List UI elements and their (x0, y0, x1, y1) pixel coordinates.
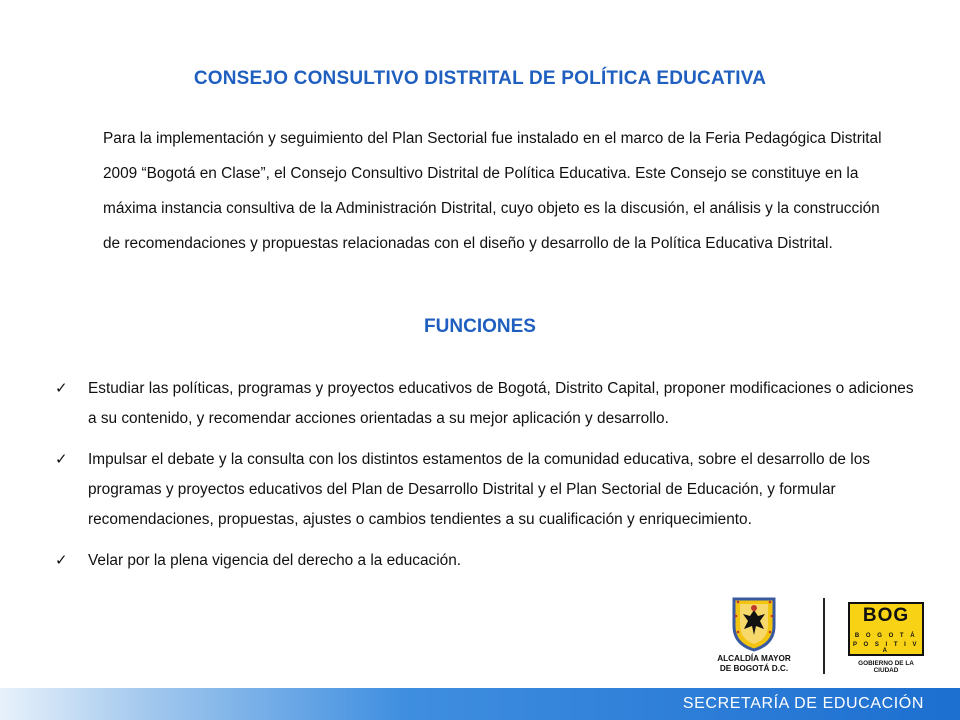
check-icon: ✓ (55, 552, 68, 569)
logos-area (704, 594, 934, 676)
list-item-text: Impulsar el debate y la consulta con los distintos estamentos de la comunidad educativa, sobre el desarrollo de los programas y proyectos educativos del Plan de Desarrollo Distrital y el Plan Sectorial de Educación, y formular recomendaciones, propuestas, ajustes o cambios tendientes a su cualificación y enriquecimiento. (88, 451, 870, 528)
check-icon: ✓ (55, 451, 68, 468)
coat-of-arms-icon (731, 596, 777, 652)
gobierno-label: GOBIERNO DE LA CIUDAD (858, 660, 914, 674)
list-item-text: Velar por la plena vigencia del derecho a la educación. (88, 552, 462, 569)
list-item (55, 374, 915, 434)
bog-sub-line-1: B O G O T Á (854, 633, 918, 639)
funciones-list (55, 374, 915, 576)
footer-title: SECRETARÍA DE EDUCACIÓN (682, 695, 924, 712)
bog-logo (848, 602, 924, 656)
list-item (55, 445, 915, 535)
check-icon: ✓ (55, 380, 68, 397)
alcaldia-line-1: ALCALDÍA MAYOR (717, 654, 791, 663)
alcaldia-line-2: DE BOGOTÁ D.C. (719, 664, 789, 673)
bog-sub-line-2: P O S I T I V A (852, 642, 920, 654)
funciones-heading: FUNCIONES (424, 316, 536, 337)
page-title: CONSEJO CONSULTIVO DISTRITAL DE POLÍTICA EDUCATIVA (193, 68, 767, 89)
bog-wordmark: BOG (862, 605, 910, 626)
list-item (55, 546, 915, 576)
intro-paragraph: Para la implementación y seguimiento del Plan Sectorial fue instalado en el marco de la Feria Pedagógica Distrital 2009 “Bogotá en Clase”, el Consejo Consultivo Distrital de Política Educativa. Este Consejo se constituye en la máxima instancia consultiva de la Administración Distrital, cuyo objeto es la discusión, el análisis y la construcción de recomendaciones y propuestas relacionadas con el diseño y desarrollo de la Política Educativa Distrital. (103, 130, 882, 252)
logo-divider (823, 598, 825, 674)
footer-bar (0, 688, 960, 720)
list-item-text: Estudiar las políticas, programas y proyectos educativos de Bogotá, Distrito Capital, proponer modificaciones o adiciones a su contenido, y recomendar acciones orientadas a su mejor aplicación y desarrollo. (88, 380, 914, 427)
alcaldia-label (704, 654, 804, 674)
